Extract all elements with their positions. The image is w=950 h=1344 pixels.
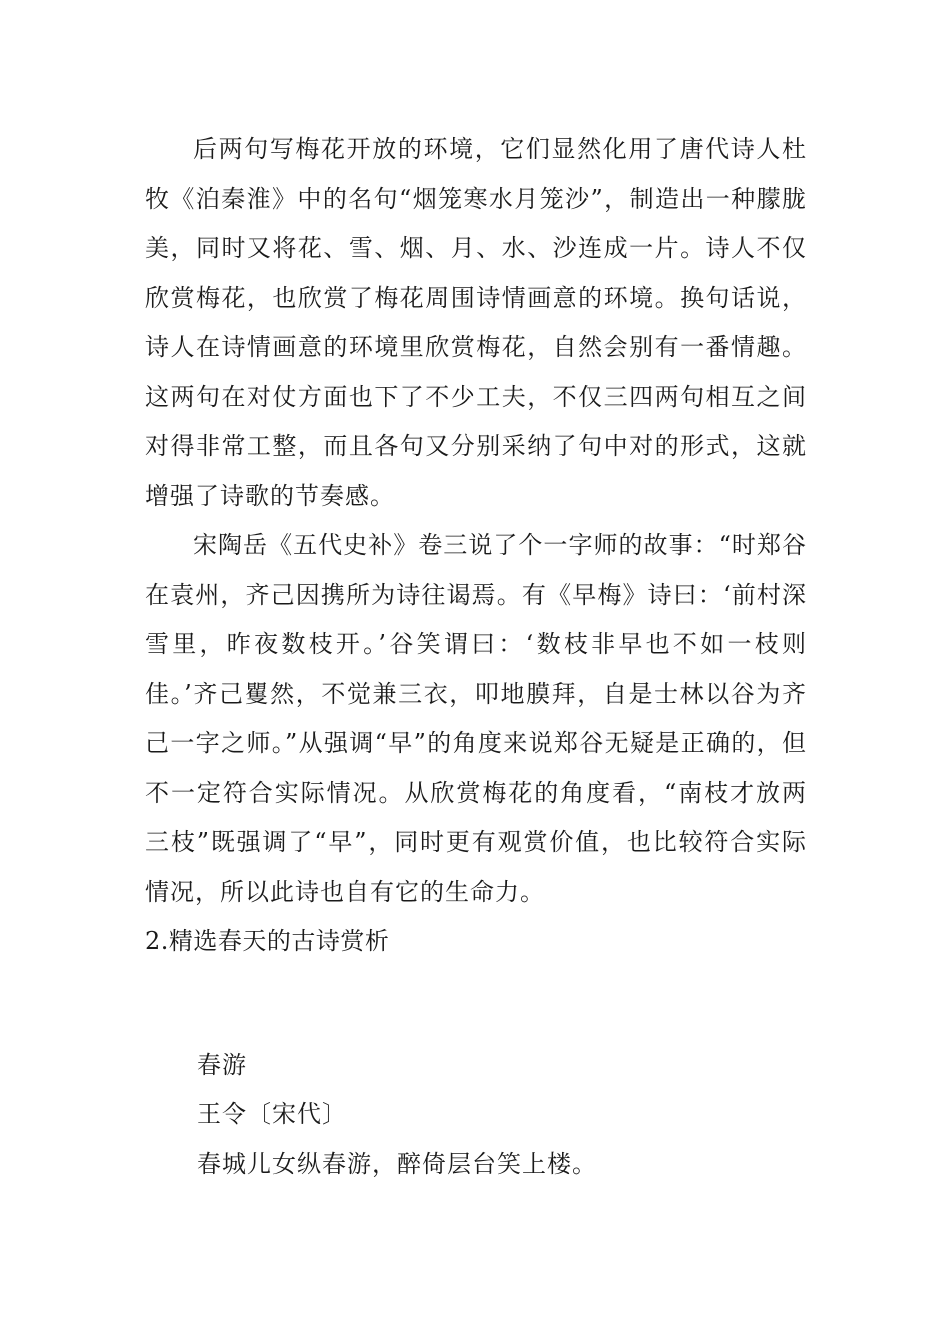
section-heading: 2.精选春天的古诗赏析 — [145, 927, 390, 955]
section-spacer — [145, 967, 807, 1041]
poem-author: 王令〔宋代〕 — [197, 1100, 347, 1128]
poem-title: 春游 — [197, 1050, 247, 1079]
paragraph-one-word-teacher: 宋陶岳《五代史补》卷三说了个一字师的故事：“时郑谷在袁州，齐己因携所为诗往谒焉。有《早梅》诗曰：‘前村深雪里，昨夜数枝开。’谷笑谓曰：‘数枝非早也不如一枝则佳。’齐己矍然，不觉兼三衣，叩地膜拜，自是士林以谷为齐己一字之师。”从强调“早”的角度来说郑谷无疑是正确的，但不一定符合实际情况。从欣赏梅花的角度看，“南枝才放两三枝”既强调了“早”，同时更有观赏价值，也比较符合实际情况，所以此诗也自有它的生命力。 — [145, 531, 807, 906]
poem-line: 春城儿女纵春游，醉倚层台笑上楼。 — [197, 1149, 597, 1178]
document-body — [145, 125, 807, 1189]
paragraph-plum-environment: 后两句写梅花开放的环境，它们显然化用了唐代诗人杜牧《泊秦淮》中的名句“烟笼寒水月笼沙”，制造出一种朦胧美，同时又将花、雪、烟、月、水、沙连成一片。诗人不仅欣赏梅花，也欣赏了梅花周围诗情画意的环境。换句话说，诗人在诗情画意的环境里欣赏梅花，自然会别有一番情趣。这两句在对仗方面也下了不少工夫，不仅三四两句相互之间对得非常工整，而且各句又分别采纳了句中对的形式，这就增强了诗歌的节奏感。 — [145, 135, 807, 510]
